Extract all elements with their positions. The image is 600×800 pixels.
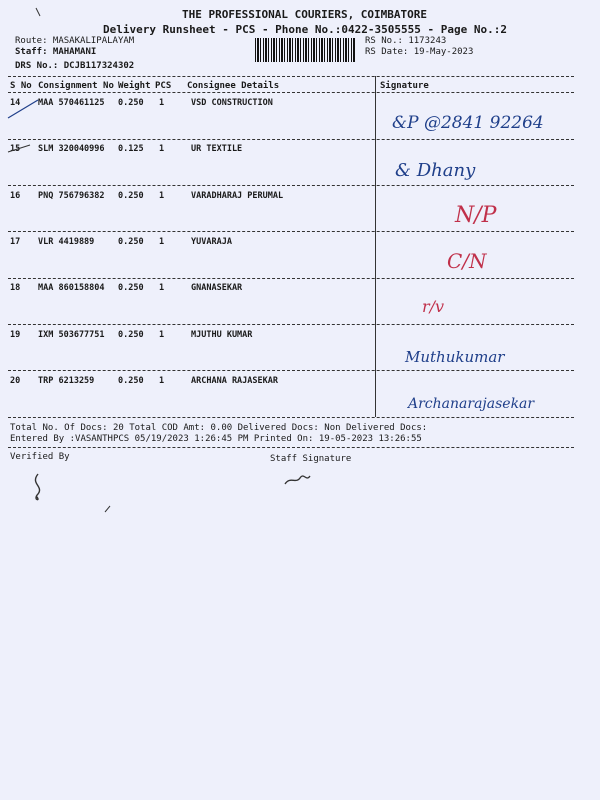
col-signature: Signature (380, 81, 429, 91)
col-consignment: Consignment No (38, 81, 114, 91)
row-sno: 15 (10, 144, 21, 155)
sig-row19: Muthukumar (405, 348, 505, 366)
row-sno: 19 (10, 329, 21, 340)
row-weight: 0.250 (118, 236, 144, 247)
row-consignment-no: TRP 6213259 (38, 375, 95, 386)
row-weight: 0.250 (118, 375, 144, 386)
row-weight: 0.125 (118, 144, 144, 155)
drs-number: DRS No.: DCJB117324302 (15, 61, 135, 71)
pen-mark (8, 100, 38, 118)
runsheet-subtitle: Delivery Runsheet - PCS - Phone No.:0422-3505555 - Page No.:2 (103, 23, 507, 36)
row-pcs: 1 (159, 283, 165, 294)
row-sno: 20 (10, 375, 21, 386)
table-bottom-border (8, 417, 574, 418)
sig-row17: C/N (447, 249, 487, 273)
row-consignee: MJUTHU KUMAR (191, 329, 253, 340)
col-pcs: PCS (155, 81, 172, 91)
verifier-signature (35, 474, 39, 500)
row-consignee: VARADHARAJ PERUMAL (191, 190, 284, 201)
row-consignee: GNANASEKAR (191, 283, 243, 294)
row-pcs: 1 (159, 375, 165, 386)
row-consignment-no: VLR 4419889 (38, 236, 95, 247)
col-weight: Weight (118, 81, 151, 91)
staff-signature-scribble (285, 476, 310, 484)
row-sno: 18 (10, 283, 21, 294)
row-sno: 14 (10, 98, 21, 108)
sig-row18: r/v (422, 297, 445, 316)
row-consignee: ARCHANA RAJASEKAR (191, 375, 278, 386)
row-weight: 0.250 (118, 283, 144, 294)
verified-by-label: Verified By (10, 452, 70, 462)
row-consignee: UR TEXTILE (191, 144, 243, 155)
row-consignment-no: IXM 503677751 (38, 329, 105, 340)
row-consignee: VSD CONSTRUCTION (191, 98, 273, 108)
row-weight: 0.250 (118, 329, 144, 340)
row-pcs: 1 (159, 329, 165, 340)
row-pcs: 1 (159, 98, 165, 108)
totals-line: Total No. Of Docs: 20 Total COD Amt: 0.00 Delivered Docs: Non Delivered Docs: (10, 423, 428, 433)
sig-row16: N/P (455, 203, 497, 228)
row-sno: 17 (10, 236, 21, 247)
footer-divider (8, 447, 574, 448)
pen-mark (36, 8, 40, 16)
staff-signature-label: Staff Signature (270, 454, 352, 464)
row-weight: 0.250 (118, 190, 144, 201)
row-sno: 16 (10, 190, 21, 201)
row-consignment-no: MAA 860158804 (38, 283, 105, 294)
row-pcs: 1 (159, 236, 165, 247)
company-title: THE PROFESSIONAL COURIERS, COIMBATORE (182, 8, 428, 21)
sig-row20: Archanarajasekar (408, 396, 535, 412)
row-weight: 0.250 (118, 98, 144, 108)
row-consignment-no: PNQ 756796382 (38, 190, 105, 201)
sig-row15: & Dhany (395, 160, 476, 181)
rs-date: RS Date: 19-May-2023 (365, 47, 474, 57)
col-consignee: Consignee Details (187, 81, 280, 91)
staff-text: Staff: MAHAMANI (15, 47, 97, 57)
row-pcs: 1 (159, 144, 165, 155)
pen-mark (105, 506, 110, 512)
row-consignment-no: SLM 320040996 (38, 144, 105, 155)
route-text: Route: MASAKALIPALAYAM (15, 36, 135, 46)
row-consignment-no: MAA 570461125 (38, 98, 105, 108)
rs-number: RS No.: 1173243 (365, 36, 447, 46)
row-consignee: YUVARAJA (191, 236, 232, 247)
col-sno: S No (10, 81, 32, 91)
sig-row14: &P @2841 92264 (392, 113, 544, 133)
entered-by-line: Entered By :VASANTHPCS 05/19/2023 1:26:45 PM Printed On: 19-05-2023 13:26:55 (10, 434, 422, 444)
pen-mark (8, 144, 30, 155)
row-pcs: 1 (159, 190, 165, 201)
